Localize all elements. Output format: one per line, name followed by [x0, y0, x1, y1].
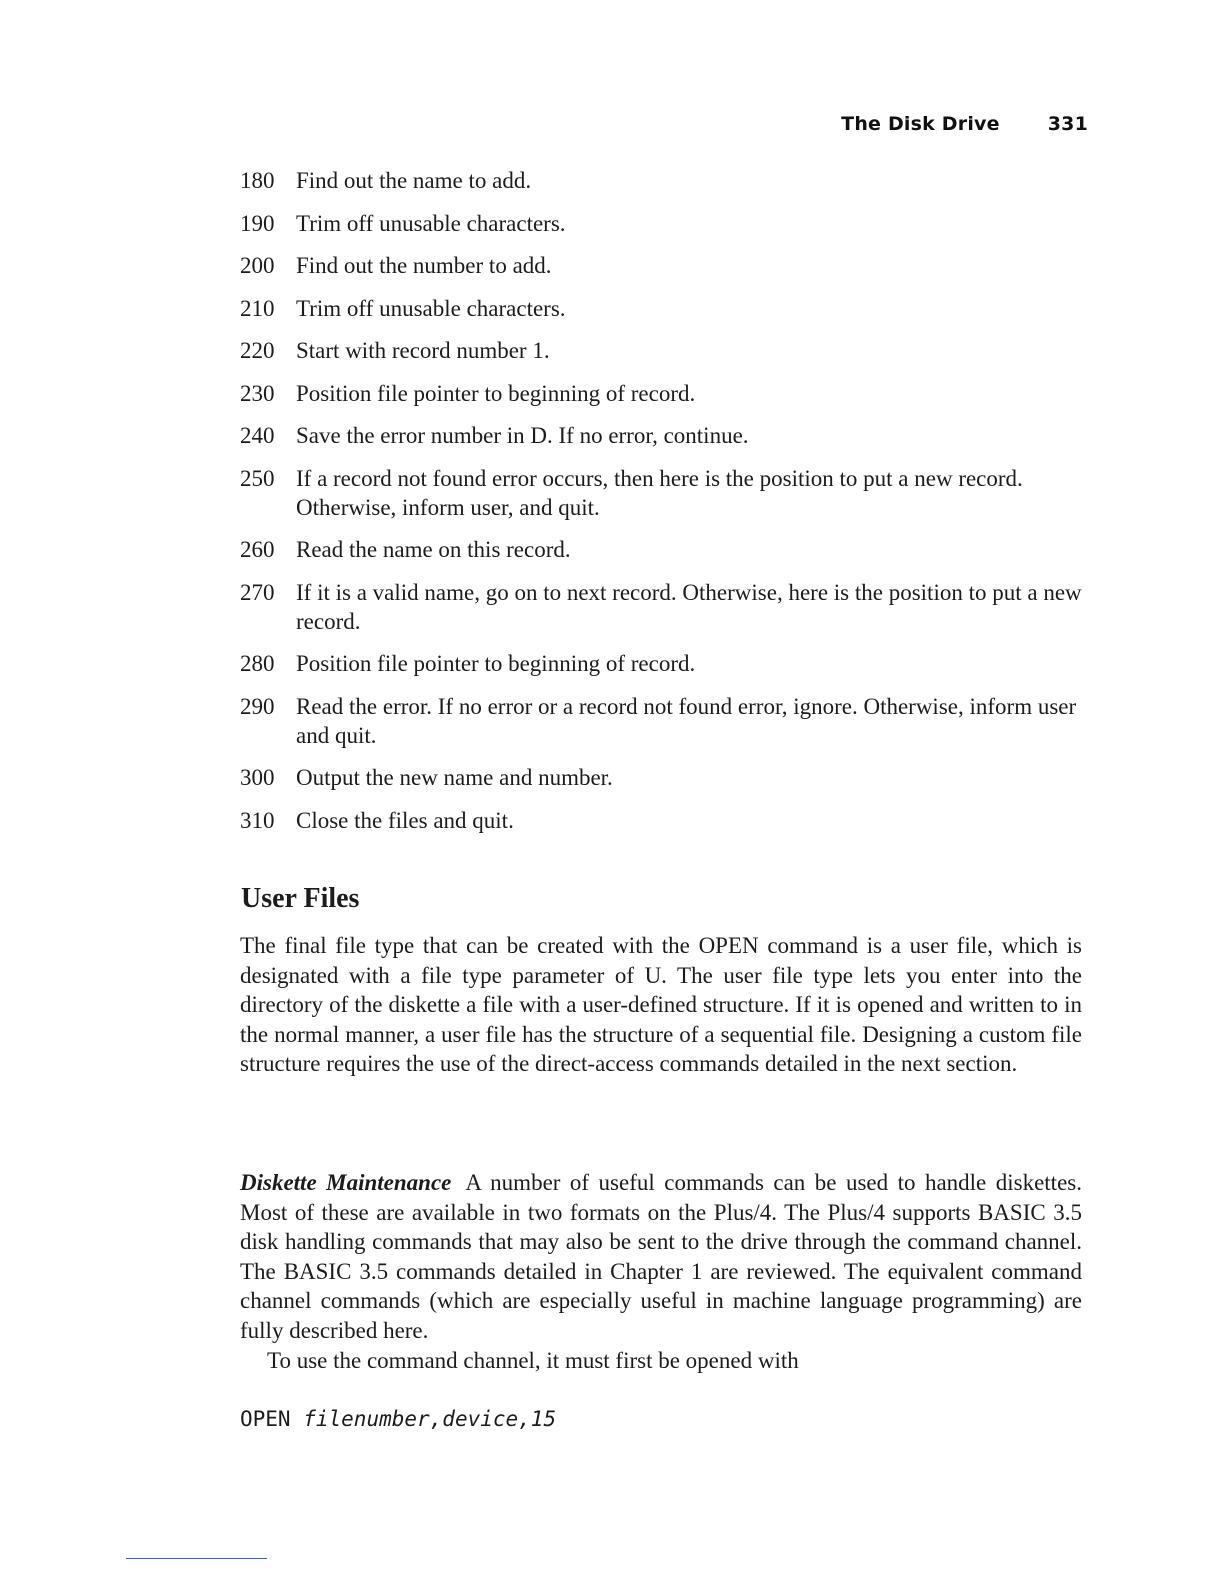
line-number: 290 — [240, 693, 275, 719]
section-heading: User Files — [241, 883, 360, 914]
program-line-item — [240, 763, 1090, 792]
line-number: 250 — [240, 465, 275, 491]
line-description: If it is a valid name, go on to next record. Otherwise, here is the position to put a new record. — [296, 579, 1082, 634]
line-description: Position file pointer to beginning of record. — [296, 651, 696, 676]
code-params: filenumber,device,15 — [303, 1407, 557, 1431]
line-description: If a record not found error occurs, then here is the position to put a new record. Otherwise, inform user, and quit. — [296, 465, 1023, 520]
line-number: 230 — [240, 380, 275, 406]
program-line-item — [240, 209, 1090, 238]
line-number: 240 — [240, 423, 275, 448]
diskette-maintenance-paragraph — [240, 1168, 1082, 1375]
footnote-rule — [126, 1558, 267, 1559]
line-description: Read the error. If no error or a record not found error, ignore. Otherwise, inform user and quit. — [296, 693, 1077, 748]
program-line-list — [240, 166, 1090, 848]
program-line-item — [240, 464, 1090, 522]
line-description: Trim off unusable characters. — [296, 210, 566, 236]
line-number: 190 — [240, 210, 275, 236]
line-number: 260 — [240, 537, 275, 562]
page-number: 331 — [1047, 113, 1088, 135]
line-description: Start with record number 1. — [296, 338, 550, 363]
program-line-item — [240, 649, 1090, 678]
line-description: Trim off unusable characters. — [296, 295, 566, 321]
line-number: 200 — [240, 253, 275, 278]
line-description: Output the new name and number. — [296, 765, 613, 790]
running-head — [841, 113, 1088, 135]
line-number: 310 — [240, 807, 275, 833]
line-description: Find out the name to add. — [296, 168, 532, 193]
line-number: 270 — [240, 579, 275, 605]
run-in-heading: Diskette Maintenance — [240, 1170, 452, 1195]
line-number: 210 — [240, 295, 275, 321]
maintenance-text: A number of useful commands can be used to handle diskettes. Most of these are available in two formats on the Plus/4. The Plus/4 supports BASIC 3.5 disk handling commands that may also be sent to the drive through the command channel. The BASIC 3.5 commands detailed in Chapter 1 are reviewed. The equivalent command channel commands (which are especially useful in machine language programming) are fully described here. — [240, 1170, 1082, 1343]
line-description: Save the error number in D. If no error, continue. — [296, 423, 749, 448]
program-line-item — [240, 421, 1090, 450]
program-line-item — [240, 251, 1090, 280]
line-number: 180 — [240, 168, 275, 193]
program-line-item — [240, 336, 1090, 365]
program-line-item — [240, 535, 1090, 564]
program-line-item — [240, 294, 1090, 323]
program-line-item — [240, 692, 1090, 750]
program-line-item — [240, 166, 1090, 195]
command-channel-text: To use the command channel, it must first be opened with — [267, 1347, 799, 1373]
program-line-item — [240, 379, 1090, 408]
user-files-paragraph: The final file type that can be created with the OPEN command is a user file, which is designated with a file type parameter of U. The user file type lets you enter into the directory of the diskette a file with a user-defined structure. If it is opened and written to in the normal manner, a user file has the structure of a sequential file. Designing a custom file structure requires the use of the direct-access commands detailed in the next section. — [240, 933, 1082, 1077]
line-description: Read the name on this record. — [296, 537, 571, 562]
open-command-syntax — [240, 1405, 556, 1433]
line-number: 300 — [240, 765, 275, 790]
program-line-item — [240, 806, 1090, 835]
line-description: Position file pointer to beginning of record. — [296, 380, 696, 406]
program-line-item — [240, 578, 1090, 636]
chapter-title: The Disk Drive — [841, 113, 1000, 135]
line-number: 280 — [240, 651, 275, 676]
line-number: 220 — [240, 338, 275, 363]
code-keyword: OPEN — [240, 1407, 291, 1431]
line-description: Find out the number to add. — [296, 253, 552, 278]
line-description: Close the files and quit. — [296, 807, 514, 833]
